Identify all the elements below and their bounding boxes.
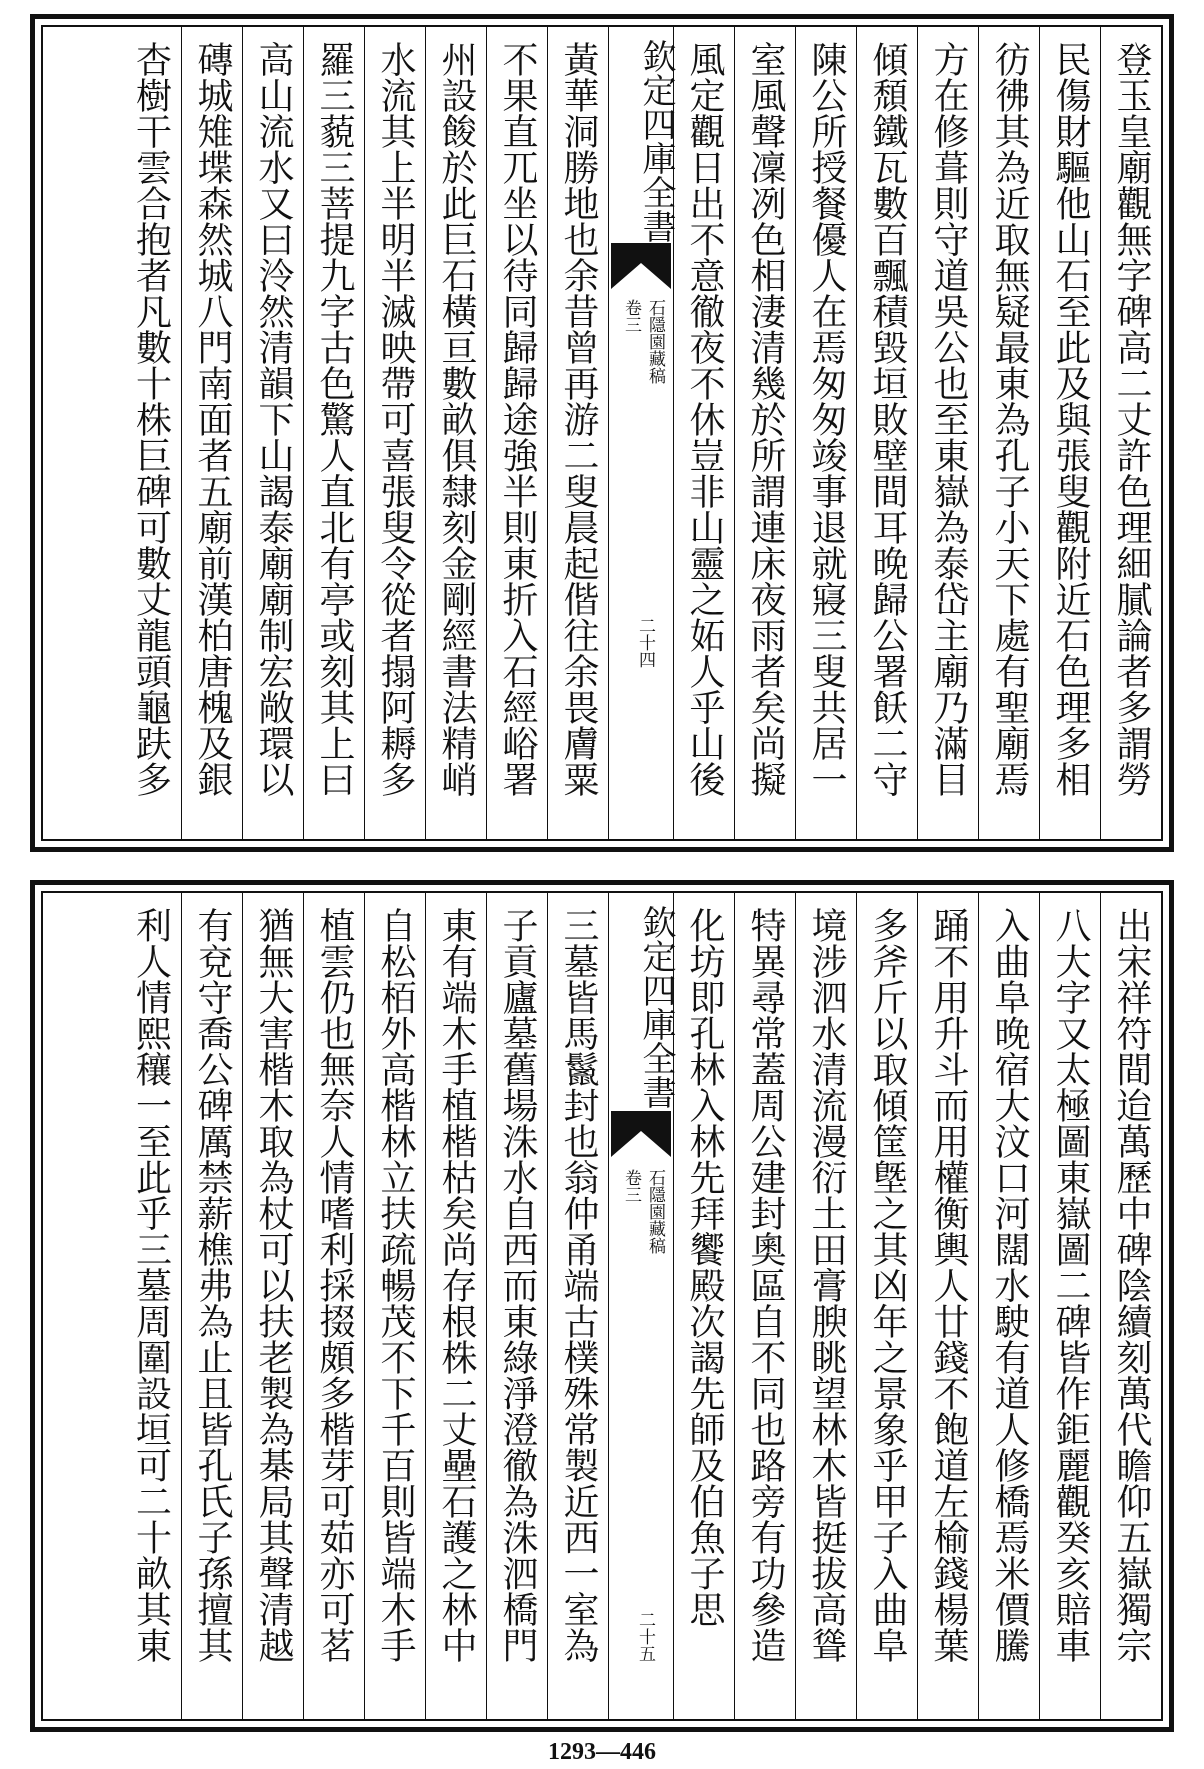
text-column: 特異尋常蓋周公建封奧區自不同也路旁有功參造 — [734, 893, 795, 1719]
leaf-number: 二十五 — [635, 1611, 655, 1662]
text-column: 植雲仍也無奈人情嗜利採掇頗多楷芽可茹亦可茗 — [303, 893, 364, 1719]
text-column: 方在修葺則守道吳公也至東嶽為泰岱主廟乃滿目 — [917, 27, 978, 839]
top-page-inner-frame — [41, 25, 1163, 841]
text-column: 水流其上半明半滅映帶可喜張叟令從者搨阿耨多 — [364, 27, 425, 839]
book-title: 欽定四庫全書 — [636, 39, 676, 243]
text-column: 登玉皇廟觀無字碑高二丈許色理細膩論者多謂勞 — [1100, 27, 1161, 839]
text-column: 入曲阜晚宿大汶口河闊水駛有道人修橋焉米價騰 — [978, 893, 1039, 1719]
text-column: 黃華洞勝地也余昔曾再游二叟晨起偕往余畏膚粟 — [547, 27, 608, 839]
text-column: 民傷財驅他山石至此及與張叟觀附近石色理多相 — [1039, 27, 1100, 839]
text-column: 出宋祥符間迨萬歷中碑陰續刻萬代瞻仰五嶽獨宗 — [1100, 893, 1161, 1719]
text-column: 室風聲凜冽色相淒清幾於所謂連床夜雨者矣尚擬 — [734, 27, 795, 839]
bottom-page — [30, 880, 1174, 1732]
text-column: 陳公所授餐優人在焉匆匆竣事退就寢三叟共居一 — [795, 27, 856, 839]
text-column: 杏樹干雲合抱者凡數十株巨碑可數丈龍頭龜趺多 — [130, 41, 172, 797]
page-code: 1293—446 — [548, 1739, 656, 1765]
text-column: 東有端木手植楷枯矣尚存根株二丈壘石護之林中 — [425, 893, 486, 1719]
text-column: 八大字又太極圖東嶽圖二碑皆作鉅麗觀癸亥賠車 — [1039, 893, 1100, 1719]
text-column: 踊不用升斗而用權衡輿人廿錢不飽道左榆錢楊葉 — [917, 893, 978, 1719]
text-column: 多斧斤以取傾筐墍之其凶年之景象乎甲子入曲阜 — [856, 893, 917, 1719]
book-title: 欽定四庫全書 — [636, 905, 676, 1109]
text-column: 子貢廬墓舊場洙水自西而東綠淨澄徹為洙泗橋門 — [486, 893, 547, 1719]
bottom-page-inner-frame — [41, 891, 1163, 1721]
text-column: 風定觀日出不意徹夜不休豈非山靈之妬人乎山後 — [673, 27, 734, 839]
center-fold-column — [608, 893, 676, 1719]
text-column: 羅三藐三菩提九字古色驚人直北有亭或刻其上曰 — [303, 27, 364, 839]
text-column: 猶無大害楷木取為杖可以扶老製為棊局其聲清越 — [242, 893, 303, 1719]
text-column: 彷彿其為近取無疑最東為孔子小天下處有聖廟焉 — [978, 27, 1039, 839]
leaf-number: 二十四 — [635, 617, 655, 668]
fishtail-mark-icon — [611, 1111, 671, 1157]
text-column: 州設餕於此巨石橫亘數畝俱隸刻金剛經書法精峭 — [425, 27, 486, 839]
text-column: 有兗守喬公碑厲禁薪樵弗為止且皆孔氏子孫擅其 — [181, 893, 242, 1719]
center-fold-column — [608, 27, 676, 839]
text-column: 磚城雉堞森然城八門南面者五廟前漢柏唐槐及銀 — [181, 27, 242, 839]
bottom-page-columns — [43, 893, 1161, 1719]
juan-number: 卷三 — [621, 299, 641, 333]
work-title: 石隱園藏稿 — [645, 299, 665, 384]
text-column: 不果直兀坐以待同歸歸途強半則東折入石經峪署 — [486, 27, 547, 839]
juan-number: 卷三 — [621, 1169, 641, 1203]
text-column: 高山流水又曰泠然清韻下山謁泰廟廟制宏敞環以 — [242, 27, 303, 839]
fishtail-mark-icon — [611, 243, 671, 289]
text-column: 自松栢外高楷林立扶疏暢茂不下千百則皆端木手 — [364, 893, 425, 1719]
text-column: 化坊即孔林入林先拜饗殿次謁先師及伯魚子思 — [673, 893, 734, 1719]
top-page-columns — [43, 27, 1161, 839]
top-page — [30, 14, 1174, 852]
text-column: 傾頹鐵瓦數百飄積毀垣敗壁間耳晚歸公署飫二守 — [856, 27, 917, 839]
text-column: 境涉泗水清流漫衍土田膏腴眺望林木皆挺拔高聳 — [795, 893, 856, 1719]
text-column: 利人情熙穰一至此乎三墓周圍設垣可二十畝其東 — [130, 907, 172, 1663]
text-column: 三墓皆馬鬣封也翁仲甬端古樸殊常製近西一室為 — [547, 893, 608, 1719]
work-title: 石隱園藏稿 — [645, 1169, 665, 1254]
